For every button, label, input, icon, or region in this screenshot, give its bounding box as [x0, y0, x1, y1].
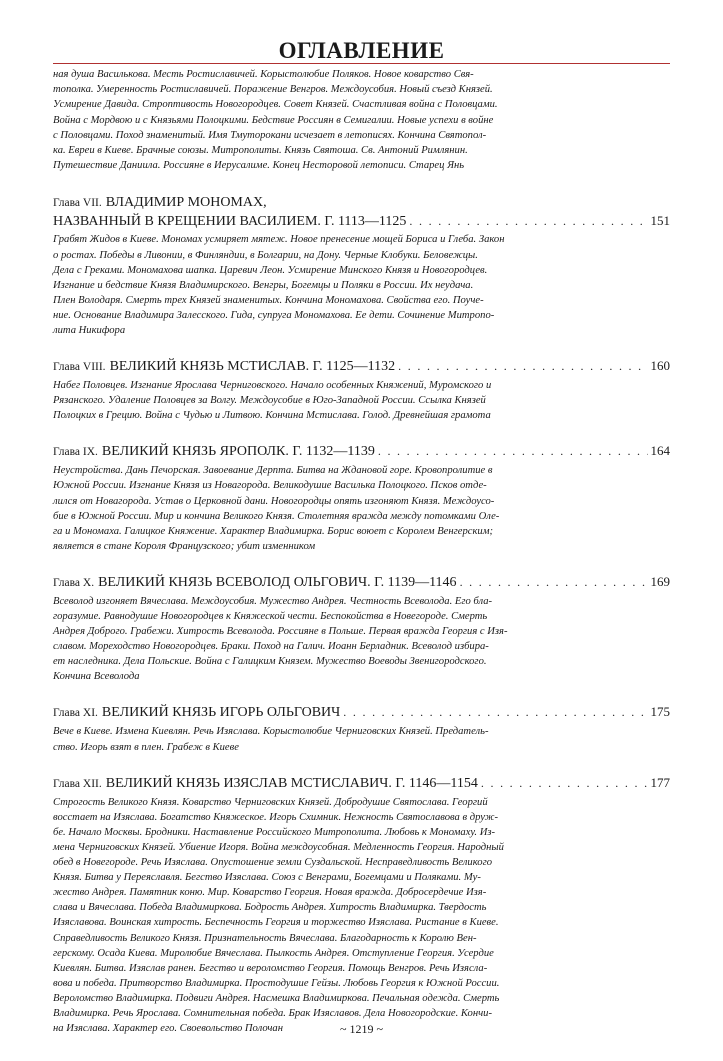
- summary-line: Неустройства. Дань Печорская. Завоевание Дерпта. Битва на Ждановой горе. Кровопролитие в: [53, 465, 493, 477]
- summary-line: на Изяслава. Характер его. Своевольство Полочан: [53, 1023, 283, 1035]
- summary-line: герскому. Осада Киева. Миролюбие Вячеслава. Пылкость Андрея. Отступление Георгия. Усердие: [53, 947, 494, 959]
- chapter-prefix: Глава VII.: [53, 197, 102, 210]
- dot-leader: [378, 443, 648, 460]
- chapter-page-number: 169: [650, 573, 670, 589]
- summary-line: жество Андрея. Памятник коню. Мир. Коварство Георгия. Новая вражда. Добросердечие Изя-: [53, 887, 487, 899]
- chapter-entry: [53, 774, 670, 1037]
- summary-line: Рязанского. Удаление Половцев за Волгу. Междоусобие в Юго-Западной России. Ссылка Князей: [53, 395, 486, 407]
- chapter-page-number: 151: [650, 213, 670, 229]
- page-header: ОГЛАВЛЕНИЕ: [278, 38, 445, 63]
- dot-leader: [460, 574, 648, 591]
- summary-line: Дела с Греками. Мономахова шапка. Царевич Леон. Усмирение Минского Князя и Новогородцев.: [53, 264, 488, 276]
- chapter-page-number: 164: [650, 443, 670, 459]
- chapter-heading: [53, 212, 670, 230]
- summary-line: мена Черниговских Князей. Убиение Игоря. Война междоусобная. Медленность Георгия. Народный: [53, 841, 504, 853]
- chapter-heading: [53, 442, 670, 461]
- summary-line: обед в Новегороде. Речь Изяслава. Опустошение земли Суздальской. Несправедливость Великого: [53, 857, 493, 869]
- chapter-prefix: Глава XI.: [53, 707, 98, 720]
- chapter-summary: [53, 594, 670, 685]
- summary-line: лился от Новагорода. Устав о Церковной дани. Новогородцы опять изгоняют Князя. Междоусо-: [53, 495, 495, 507]
- chapter-prefix: Глава XII.: [53, 777, 102, 790]
- summary-line: Изяславова. Воинская хитрость. Беспечность Георгия и торжество Изяслава. Ристание в Киеве.: [53, 917, 499, 929]
- chapter-entry: [53, 357, 670, 423]
- summary-line: Плен Володаря. Смерть трех Князей знаменитых. Кончина Мономахова. Свойства его. Поуче-: [53, 294, 484, 306]
- chapter-page-number: 160: [650, 358, 670, 374]
- chapter-title: ВЕЛИКИЙ КНЯЗЬ МСТИСЛАВ. Г. 1125—1132: [109, 359, 396, 375]
- chapter-prefix: Глава X.: [53, 576, 95, 589]
- intro-summary: [53, 67, 670, 173]
- summary-line: восстает на Изяслава. Богатство Княжеское. Игорь Схимник. Нежность Святославова в друж-: [53, 811, 499, 823]
- summary-line: Южной России. Изгнание Князя из Новагорода. Великодушие Василька Полоцкого. Псков отде-: [53, 480, 487, 492]
- summary-line: слава и Вячеслава. Победа Владимиркова. Бодрость Андрея. Хитрость Владимирка. Твердость: [53, 902, 487, 914]
- summary-line: с Половцами. Поход знаменитый. Имя Тмуторокани исчезает в летописях. Кончина Святопол-: [53, 129, 487, 141]
- summary-line: Вече в Киеве. Измена Киевлян. Речь Изяслава. Корыстолюбие Черниговских Князей. Предатель-: [53, 726, 489, 738]
- summary-line: Усмирение Давида. Строптивость Новогородцев. Совет Князей. Счастливая война с Половцами.: [53, 99, 498, 111]
- chapter-entry: [53, 194, 670, 338]
- chapter-summary: [53, 724, 670, 754]
- page-number: ~ 1219 ~: [340, 1022, 383, 1036]
- chapter-list: [53, 194, 670, 1036]
- summary-line: Князя. Битва у Переяславля. Бегство Изяслава. Союз с Венграми, Богемцами и Поляками. Му-: [53, 872, 481, 884]
- chapter-title: ВЛАДИМИР МОНОМАХ,: [105, 195, 267, 211]
- chapter-heading: [53, 573, 670, 592]
- chapter-prefix: Глава VIII.: [53, 361, 106, 374]
- summary-line: Полоцких в Грецию. Война с Чудью и Литвою. Кончина Мстислава. Голод. Древнейшая грамота: [53, 410, 491, 422]
- chapter-page-number: 175: [650, 704, 670, 720]
- summary-line: вова и победа. Притворство Владимирка. Простодушие Гейзы. Любовь Георгия к Южной России.: [53, 977, 500, 989]
- dot-leader: [481, 775, 648, 792]
- summary-line: Война с Мордвою и с Князьями Полоцкими. Бедствие Россиян в Семигалии. Новые успехи в войне: [53, 114, 494, 126]
- summary-line: бе. Начало Москвы. Бродники. Наставление Российского Митрополита. Любовь к Мономаху. Из-: [53, 826, 496, 838]
- summary-line: Киевлян. Битва. Изяслав ранен. Бегство и вероломство Георгия. Помощь Венгров. Речь Изясла-: [53, 962, 488, 974]
- summary-line: лита Никифора: [53, 324, 126, 336]
- chapter-entry: [53, 442, 670, 554]
- chapter-heading: [53, 774, 670, 793]
- header-rule: [53, 63, 670, 64]
- chapter-summary: [53, 378, 670, 423]
- summary-line: Владимирка. Речь Ярослава. Сомнительная победа. Брак Изяславов. Дела Новогородские. Кончи-: [53, 1007, 492, 1019]
- summary-line: славом. Мореходство Новогородцев. Браки. Поход на Галич. Иоанн Берладник. Всеволод избира-: [53, 641, 489, 653]
- chapter-entry: [53, 573, 670, 685]
- dot-leader: [398, 358, 647, 375]
- summary-line: ная душа Василькова. Месть Ростиславичей. Корыстолюбие Поляков. Новое коварство Свя-: [53, 69, 474, 80]
- chapter-heading: [53, 357, 670, 376]
- chapter-summary: [53, 232, 670, 338]
- chapter-title: ВЕЛИКИЙ КНЯЗЬ ВСЕВОЛОД ОЛЬГОВИЧ. Г. 1139—1146: [98, 574, 457, 590]
- summary-line: Грабят Жидов в Киеве. Мономах усмиряет мятеж. Новое пренесение мощей Бориса и Глеба. Закон: [53, 234, 505, 246]
- summary-line: Андрея Доброго. Грабежи. Хитрость Всеволода. Россияне в Польше. Первая вражда Георгия с Изя-: [53, 626, 508, 638]
- summary-line: Изгнание и бедствие Князя Владимирского. Венгры, Богемцы и Поляки в России. Их неудача.: [53, 279, 474, 291]
- summary-line: Всеволод изгоняет Вячеслава. Междоусобия. Мужество Андрея. Честность Всеволода. Его бла-: [53, 595, 493, 607]
- chapter-summary: [53, 795, 670, 1037]
- summary-line: Набег Половцев. Изгнание Ярослава Черниговского. Начало особенных Княжений, Муромского и: [53, 380, 492, 392]
- summary-line: ство. Игорь взят в плен. Грабеж в Киеве: [53, 741, 239, 753]
- chapter-prefix: Глава IX.: [53, 446, 98, 459]
- dot-leader: [409, 213, 647, 230]
- summary-line: Кончина Всеволода: [53, 671, 140, 683]
- summary-line: о ростах. Победы в Ливонии, в Финляндии, в Болгарии, на Дону. Черные Клобуки. Беловежцы.: [53, 249, 478, 261]
- summary-line: Строгость Великого Князя. Коварство Черниговских Князей. Добродушие Святослава. Георгий: [53, 796, 488, 808]
- summary-line: га и Мономаха. Галицкое Княжение. Характер Владимирка. Борис воюет с Королем Венгерским;: [53, 525, 494, 537]
- summary-line: Справедливость Великого Князя. Признательность Вячеслава. Благодарность к Королю Вен-: [53, 932, 477, 944]
- chapter-heading: [53, 703, 670, 722]
- chapter-summary: [53, 463, 670, 554]
- dot-leader: [343, 704, 647, 721]
- chapter-title: ВЕЛИКИЙ КНЯЗЬ ИЗЯСЛАВ МСТИСЛАВИЧ. Г. 1146—1154: [105, 775, 478, 791]
- chapter-title: НАЗВАННЫЙ В КРЕЩЕНИИ ВАСИЛИЕМ. Г. 1113—1125: [53, 214, 407, 230]
- chapter-page-number: 177: [650, 774, 670, 790]
- summary-line: Путешествие Даниила. Россияне в Иерусалиме. Конец Несторовой летописи. Старец Янь: [53, 160, 465, 172]
- summary-line: ка. Евреи в Киеве. Брачные союзы. Митрополиты. Князь Святоша. Св. Антоний Римлянин.: [53, 145, 468, 157]
- summary-line: ние. Основание Владимира Залесского. Гида, супруга Мономахова. Ее дети. Сочинение Митропо-: [53, 309, 495, 321]
- summary-line: ет наследника. Дела Польские. Война с Галицким Князем. Мужество Воеводы Звенигородского.: [53, 656, 487, 668]
- chapter-title-line: [53, 194, 670, 212]
- summary-line: является в стане Короля Французского; убит изменником: [53, 540, 316, 552]
- summary-line: тополка. Умеренность Ростиславичей. Поражение Венгров. Междоусобия. Новый съезд Князей.: [53, 84, 493, 96]
- chapter-title: ВЕЛИКИЙ КНЯЗЬ ЯРОПОЛК. Г. 1132—1139: [101, 444, 375, 460]
- summary-line: бие в Южной России. Мир и кончина Великого Князя. Столетняя вражда между потомками Оле-: [53, 510, 500, 522]
- summary-line: Вероломство Владимирка. Подвиги Андрея. Насмешка Владимиркова. Печальная одежда. Смерть: [53, 992, 500, 1004]
- chapter-entry: [53, 703, 670, 754]
- summary-line: горазумие. Равнодушие Новогородцев к Княжеской чести. Беспокойства в Новегороде. Смерть: [53, 611, 488, 623]
- chapter-title: ВЕЛИКИЙ КНЯЗЬ ИГОРЬ ОЛЬГОВИЧ: [101, 705, 341, 721]
- toc-page: [53, 38, 670, 1036]
